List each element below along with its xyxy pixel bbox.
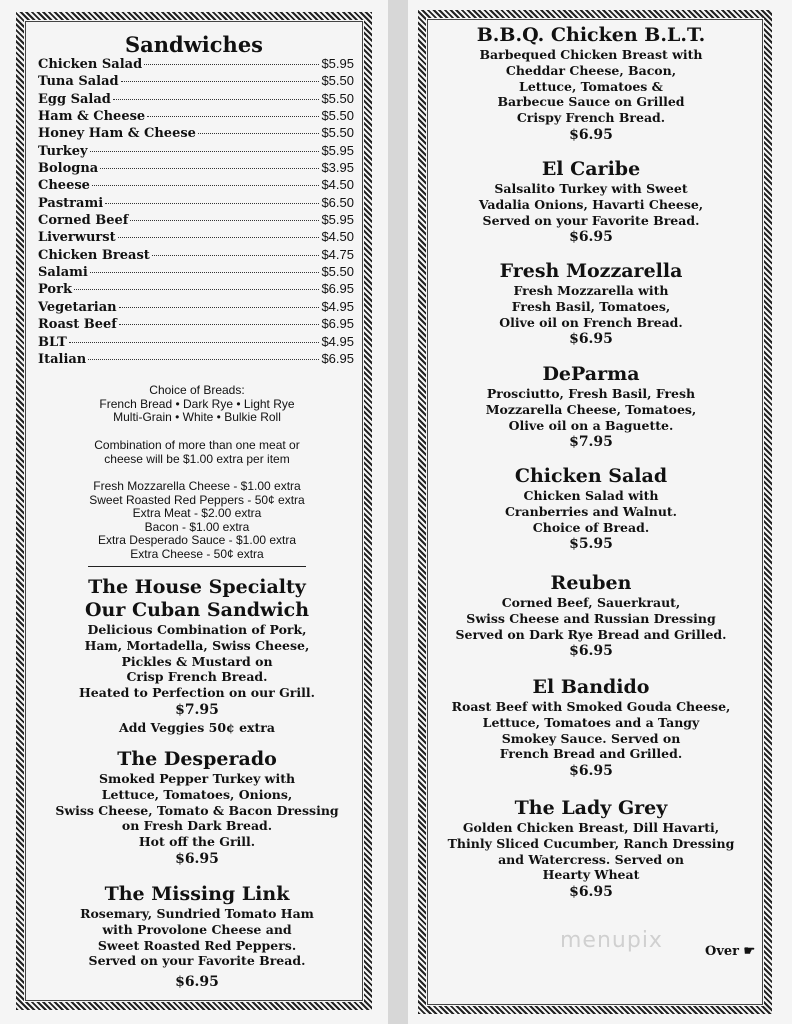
dot-leader — [90, 151, 320, 152]
sandwich-price: $5.95 — [321, 142, 354, 158]
extra-item: Fresh Mozzarella Cheese - $1.00 extra — [93, 479, 301, 493]
el-bandido-item — [436, 676, 746, 781]
sandwich-name: Liverwurst — [38, 230, 116, 246]
breads-line: French Bread • Dark Rye • Light Rye — [99, 396, 295, 411]
dot-leader — [88, 359, 319, 360]
item-description: Mozzarella Cheese, Tomatoes, — [485, 401, 697, 417]
price-row — [38, 195, 354, 212]
item-price: $5.95 — [569, 536, 613, 553]
sandwich-price: $4.50 — [321, 229, 354, 245]
over-page-link[interactable] — [705, 944, 755, 959]
sandwich-name: Cheese — [38, 178, 90, 194]
price-row — [38, 177, 354, 194]
sandwich-price: $5.50 — [321, 264, 354, 280]
item-addon: Add Veggies 50¢ extra — [119, 719, 275, 735]
item-description: with Provolone Cheese and — [102, 921, 292, 937]
item-title: Reuben — [550, 572, 632, 594]
fresh-mozzarella-item — [436, 260, 746, 349]
dot-leader — [130, 220, 319, 221]
price-row — [38, 281, 354, 298]
item-description: on Fresh Dark Bread. — [121, 818, 273, 834]
sandwich-name: Vegetarian — [38, 299, 117, 315]
item-description: Fresh Basil, Tomatoes, — [511, 298, 671, 314]
item-title: B.B.Q. Chicken B.L.T. — [476, 24, 706, 46]
dot-leader — [144, 64, 319, 65]
sandwich-price-list — [38, 56, 354, 368]
price-row — [38, 351, 354, 368]
item-description: Salsalito Turkey with Sweet — [494, 181, 688, 196]
dot-leader — [74, 289, 319, 290]
pointing-hand-icon: ☛ — [743, 944, 756, 959]
sandwich-name: Turkey — [38, 143, 88, 159]
sandwich-price: $6.50 — [321, 194, 354, 210]
item-title: The Missing Link — [104, 883, 290, 905]
lady-grey-item — [436, 797, 746, 902]
bbq-chicken-blt-item — [436, 24, 746, 145]
sandwich-price: $5.95 — [321, 212, 354, 228]
item-description: Lettuce, Tomatoes & — [519, 78, 663, 94]
item-description: Lettuce, Tomatoes, Onions, — [101, 786, 293, 802]
dot-leader — [113, 99, 320, 100]
item-price: $6.95 — [569, 126, 613, 143]
price-row — [38, 264, 354, 281]
item-title: El Bandido — [532, 676, 650, 698]
dot-leader — [118, 237, 320, 238]
item-price: $7.95 — [569, 434, 613, 451]
missing-link-item — [40, 883, 354, 992]
sandwich-name: Chicken Breast — [38, 247, 150, 263]
cuban-sandwich-item — [40, 576, 354, 736]
item-price: $6.95 — [569, 763, 613, 780]
item-description: Choice of Bread. — [532, 519, 650, 535]
combo-line: Combination of more than one meat or — [94, 438, 300, 452]
item-description: Chicken Salad with — [523, 488, 659, 503]
price-row — [38, 299, 354, 316]
sandwich-name: Pork — [38, 282, 72, 298]
item-price: $6.95 — [175, 850, 219, 867]
item-description: Corned Beef, Sauerkraut, — [501, 595, 681, 610]
item-description: Swiss Cheese, Tomato & Bacon Dressing — [55, 802, 339, 818]
sandwich-price: $6.95 — [321, 281, 354, 297]
reuben-item — [436, 572, 746, 661]
sandwich-name: Chicken Salad — [38, 57, 143, 72]
item-description: Barbecue Sauce on Grilled — [497, 94, 685, 110]
item-title: The Lady Grey — [514, 797, 668, 819]
item-description: and Watercress. Served on — [498, 851, 684, 867]
sandwich-price: $4.95 — [321, 333, 354, 349]
item-description: Prosciutto, Fresh Basil, Fresh — [486, 386, 696, 401]
dot-leader — [90, 272, 320, 273]
extra-item: Bacon - $1.00 extra — [144, 519, 250, 534]
sandwich-name: Corned Beef — [38, 213, 129, 229]
sandwich-price: $5.50 — [321, 90, 354, 106]
item-description: Crisp French Bread. — [126, 669, 268, 685]
price-row — [38, 160, 354, 177]
item-description: Hot off the Grill. — [138, 834, 256, 850]
sandwich-price: $4.50 — [321, 177, 354, 193]
item-description: Served on your Favorite Bread. — [482, 212, 700, 228]
item-description: Lettuce, Tomatoes and a Tangy — [482, 714, 700, 730]
item-price: $7.95 — [175, 701, 219, 718]
price-row — [38, 316, 354, 333]
item-description: Olive oil on French Bread. — [499, 314, 683, 330]
item-description: Roast Beef with Smoked Gouda Cheese, — [451, 699, 731, 714]
sandwich-name: Roast Beef — [38, 317, 117, 333]
item-title: The Desperado — [117, 748, 277, 770]
dot-leader — [198, 133, 320, 134]
item-price: $6.95 — [569, 884, 613, 901]
dot-leader — [92, 185, 320, 186]
extra-item: Extra Cheese - 50¢ extra — [130, 546, 264, 561]
dot-leader — [152, 255, 320, 256]
breads-line: Multi-Grain • White • Bulkie Roll — [113, 410, 281, 425]
item-price: $6.95 — [569, 643, 613, 660]
item-description: Ham, Mortadella, Swiss Cheese, — [84, 637, 310, 653]
dot-leader — [119, 307, 320, 308]
page-gutter — [388, 0, 408, 1024]
price-row — [38, 56, 354, 73]
sandwich-name: Pastrami — [38, 195, 104, 211]
chicken-salad-item — [436, 465, 746, 554]
item-description: Cranberries and Walnut. — [504, 503, 678, 519]
sandwich-price: $5.50 — [321, 73, 354, 89]
item-title: DeParma — [542, 363, 640, 385]
extras-list — [40, 480, 354, 562]
divider-line — [88, 566, 306, 567]
extra-item: Extra Desperado Sauce - $1.00 extra — [97, 533, 297, 548]
breads-title: Choice of Breads: — [149, 383, 245, 397]
item-title: El Caribe — [541, 158, 641, 180]
dot-leader — [119, 324, 320, 325]
item-description: Barbequed Chicken Breast with — [479, 47, 703, 62]
item-description: Cheddar Cheese, Bacon, — [505, 62, 677, 78]
specialty-title: The House Specialty — [88, 576, 306, 598]
price-row — [38, 91, 354, 108]
sandwich-name: Tuna Salad — [38, 74, 119, 90]
sandwich-name: Ham & Cheese — [38, 109, 146, 125]
sandwich-price: $6.95 — [321, 316, 354, 332]
item-description: Golden Chicken Breast, Dill Havarti, — [462, 820, 720, 835]
dot-leader — [147, 116, 319, 117]
price-row — [38, 143, 354, 160]
price-row — [38, 334, 354, 351]
sandwich-name: Italian — [38, 351, 87, 367]
combo-line: cheese will be $1.00 extra per item — [104, 451, 290, 466]
item-price: $6.95 — [175, 974, 219, 991]
item-description: Crispy French Bread. — [516, 110, 666, 126]
item-description: Smoked Pepper Turkey with — [98, 771, 296, 786]
dot-leader — [69, 342, 320, 343]
dot-leader — [100, 168, 319, 169]
price-row — [38, 125, 354, 142]
item-description: French Bread and Grilled. — [499, 746, 683, 762]
el-caribe-item — [436, 158, 746, 247]
dot-leader — [121, 81, 320, 82]
sandwich-name: Bologna — [38, 161, 99, 177]
item-description: Fresh Mozzarella with — [513, 283, 669, 298]
price-row — [38, 247, 354, 264]
item-description: Olive oil on a Baguette. — [508, 417, 674, 433]
sandwich-price: $4.95 — [321, 298, 354, 314]
sandwich-price: $5.95 — [321, 56, 354, 71]
desperado-item — [40, 748, 354, 869]
extra-item: Sweet Roasted Red Peppers - 50¢ extra — [89, 492, 305, 507]
deparma-item — [436, 363, 746, 452]
specialty-subtitle: Our Cuban Sandwich — [84, 599, 310, 621]
extra-item: Extra Meat - $2.00 extra — [132, 506, 262, 521]
sandwich-price: $3.95 — [321, 160, 354, 176]
item-description: Pickles & Mustard on — [121, 653, 273, 669]
price-row — [38, 229, 354, 246]
item-description: Smokey Sauce. Served on — [501, 730, 681, 746]
sandwich-name: Honey Ham & Cheese — [38, 126, 196, 142]
menupix-watermark: menupix — [560, 928, 663, 953]
sandwich-name: Salami — [38, 265, 88, 281]
bread-choices — [40, 384, 354, 425]
item-price: $6.95 — [569, 331, 613, 348]
item-description: Served on your Favorite Bread. — [88, 953, 306, 969]
item-description: Thinly Sliced Cucumber, Ranch Dressing — [447, 835, 735, 851]
item-description: Rosemary, Sundried Tomato Ham — [80, 906, 314, 921]
item-title: Fresh Mozzarella — [499, 260, 683, 282]
price-row — [38, 73, 354, 90]
item-description: Sweet Roasted Red Peppers. — [97, 937, 297, 953]
combination-note — [40, 439, 354, 466]
item-description: Heated to Perfection on our Grill. — [79, 685, 315, 701]
over-label: Over — [705, 944, 739, 959]
sandwiches-heading: Sandwiches — [124, 32, 264, 57]
sandwich-name: BLT — [38, 334, 67, 350]
price-row — [38, 108, 354, 125]
item-description: Served on Dark Rye Bread and Grilled. — [455, 626, 727, 642]
item-description: Hearty Wheat — [542, 867, 640, 883]
item-description: Swiss Cheese and Russian Dressing — [466, 610, 716, 626]
sandwich-name: Egg Salad — [38, 91, 111, 107]
price-row — [38, 212, 354, 229]
sandwich-price: $6.95 — [321, 350, 354, 366]
item-description: Vadalia Onions, Havarti Cheese, — [478, 196, 704, 212]
dot-leader — [105, 203, 319, 204]
item-title: Chicken Salad — [514, 465, 668, 487]
sandwich-price: $4.75 — [321, 246, 354, 262]
item-price: $6.95 — [569, 229, 613, 246]
item-description: Delicious Combination of Pork, — [87, 622, 307, 637]
sandwich-price: $5.50 — [321, 108, 354, 124]
sandwich-price: $5.50 — [321, 125, 354, 141]
